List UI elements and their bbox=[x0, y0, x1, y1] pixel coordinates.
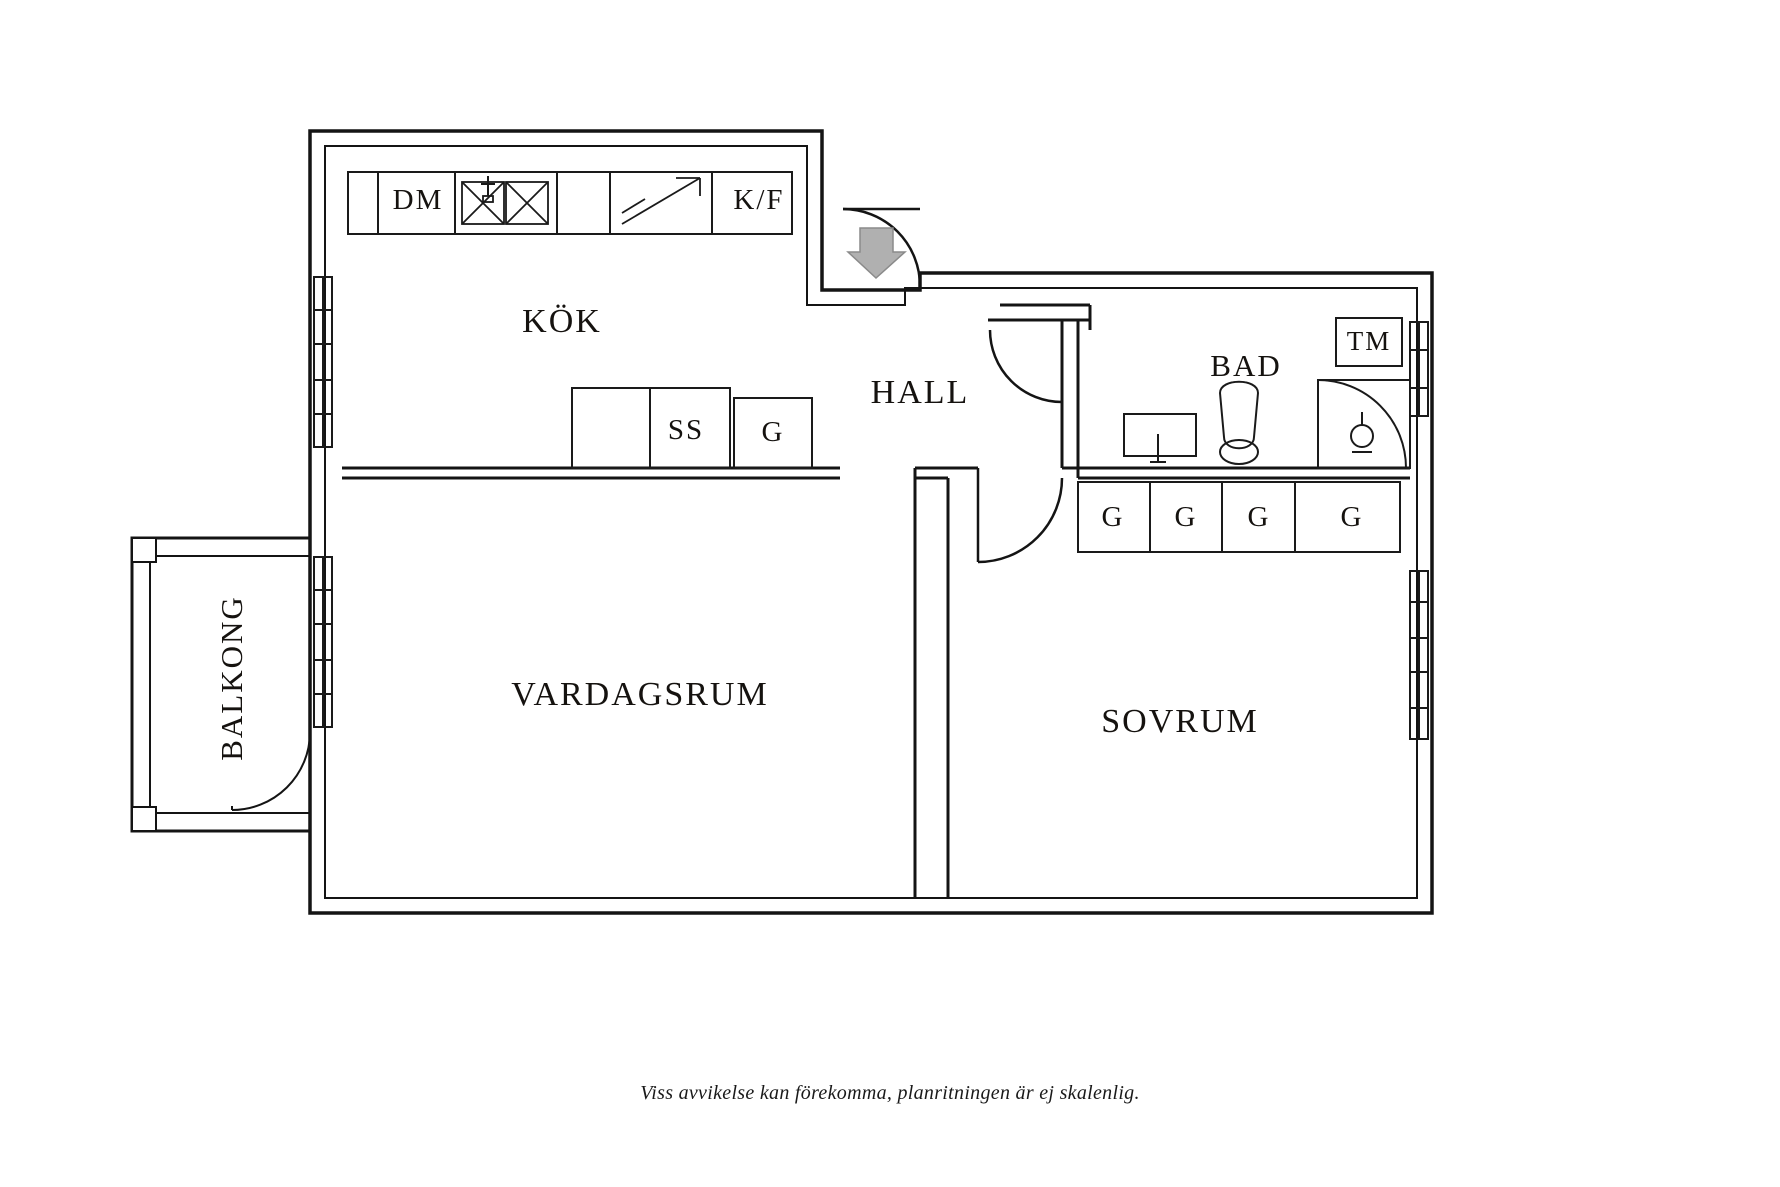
room-label-kok: KÖK bbox=[522, 303, 602, 340]
bathroom-sink-icon bbox=[1124, 414, 1196, 462]
stove-icon bbox=[462, 176, 548, 224]
fixture-label-g-2: G bbox=[1174, 501, 1198, 533]
room-label-hall: HALL bbox=[870, 374, 970, 411]
room-label-vardagsrum: VARDAGSRUM bbox=[511, 676, 769, 713]
shower-icon bbox=[1318, 380, 1410, 468]
room-label-bad: BAD bbox=[1210, 348, 1282, 383]
fixture-label-tm: TM bbox=[1346, 326, 1392, 356]
fixture-label-g-kitchen: G bbox=[761, 416, 785, 448]
fixture-label-g-4: G bbox=[1340, 501, 1364, 533]
entrance-direction-arrow bbox=[848, 228, 905, 278]
worktop-icon bbox=[622, 178, 700, 224]
bedroom-door bbox=[978, 468, 1062, 562]
toilet-icon bbox=[1220, 382, 1258, 464]
fixture-label-g-3: G bbox=[1247, 501, 1271, 533]
fixture-label-ss: SS bbox=[667, 414, 705, 446]
fixture-label-g-1: G bbox=[1101, 501, 1125, 533]
fixture-label-kf: K/F bbox=[733, 184, 785, 216]
room-label-balkong: BALKONG bbox=[214, 595, 249, 761]
disclaimer-text: Viss avvikelse kan förekomma, planritningen är ej skalenlig. bbox=[640, 1082, 1140, 1104]
fixture-label-dm: DM bbox=[392, 184, 444, 216]
room-label-sovrum: SOVRUM bbox=[1101, 703, 1259, 740]
